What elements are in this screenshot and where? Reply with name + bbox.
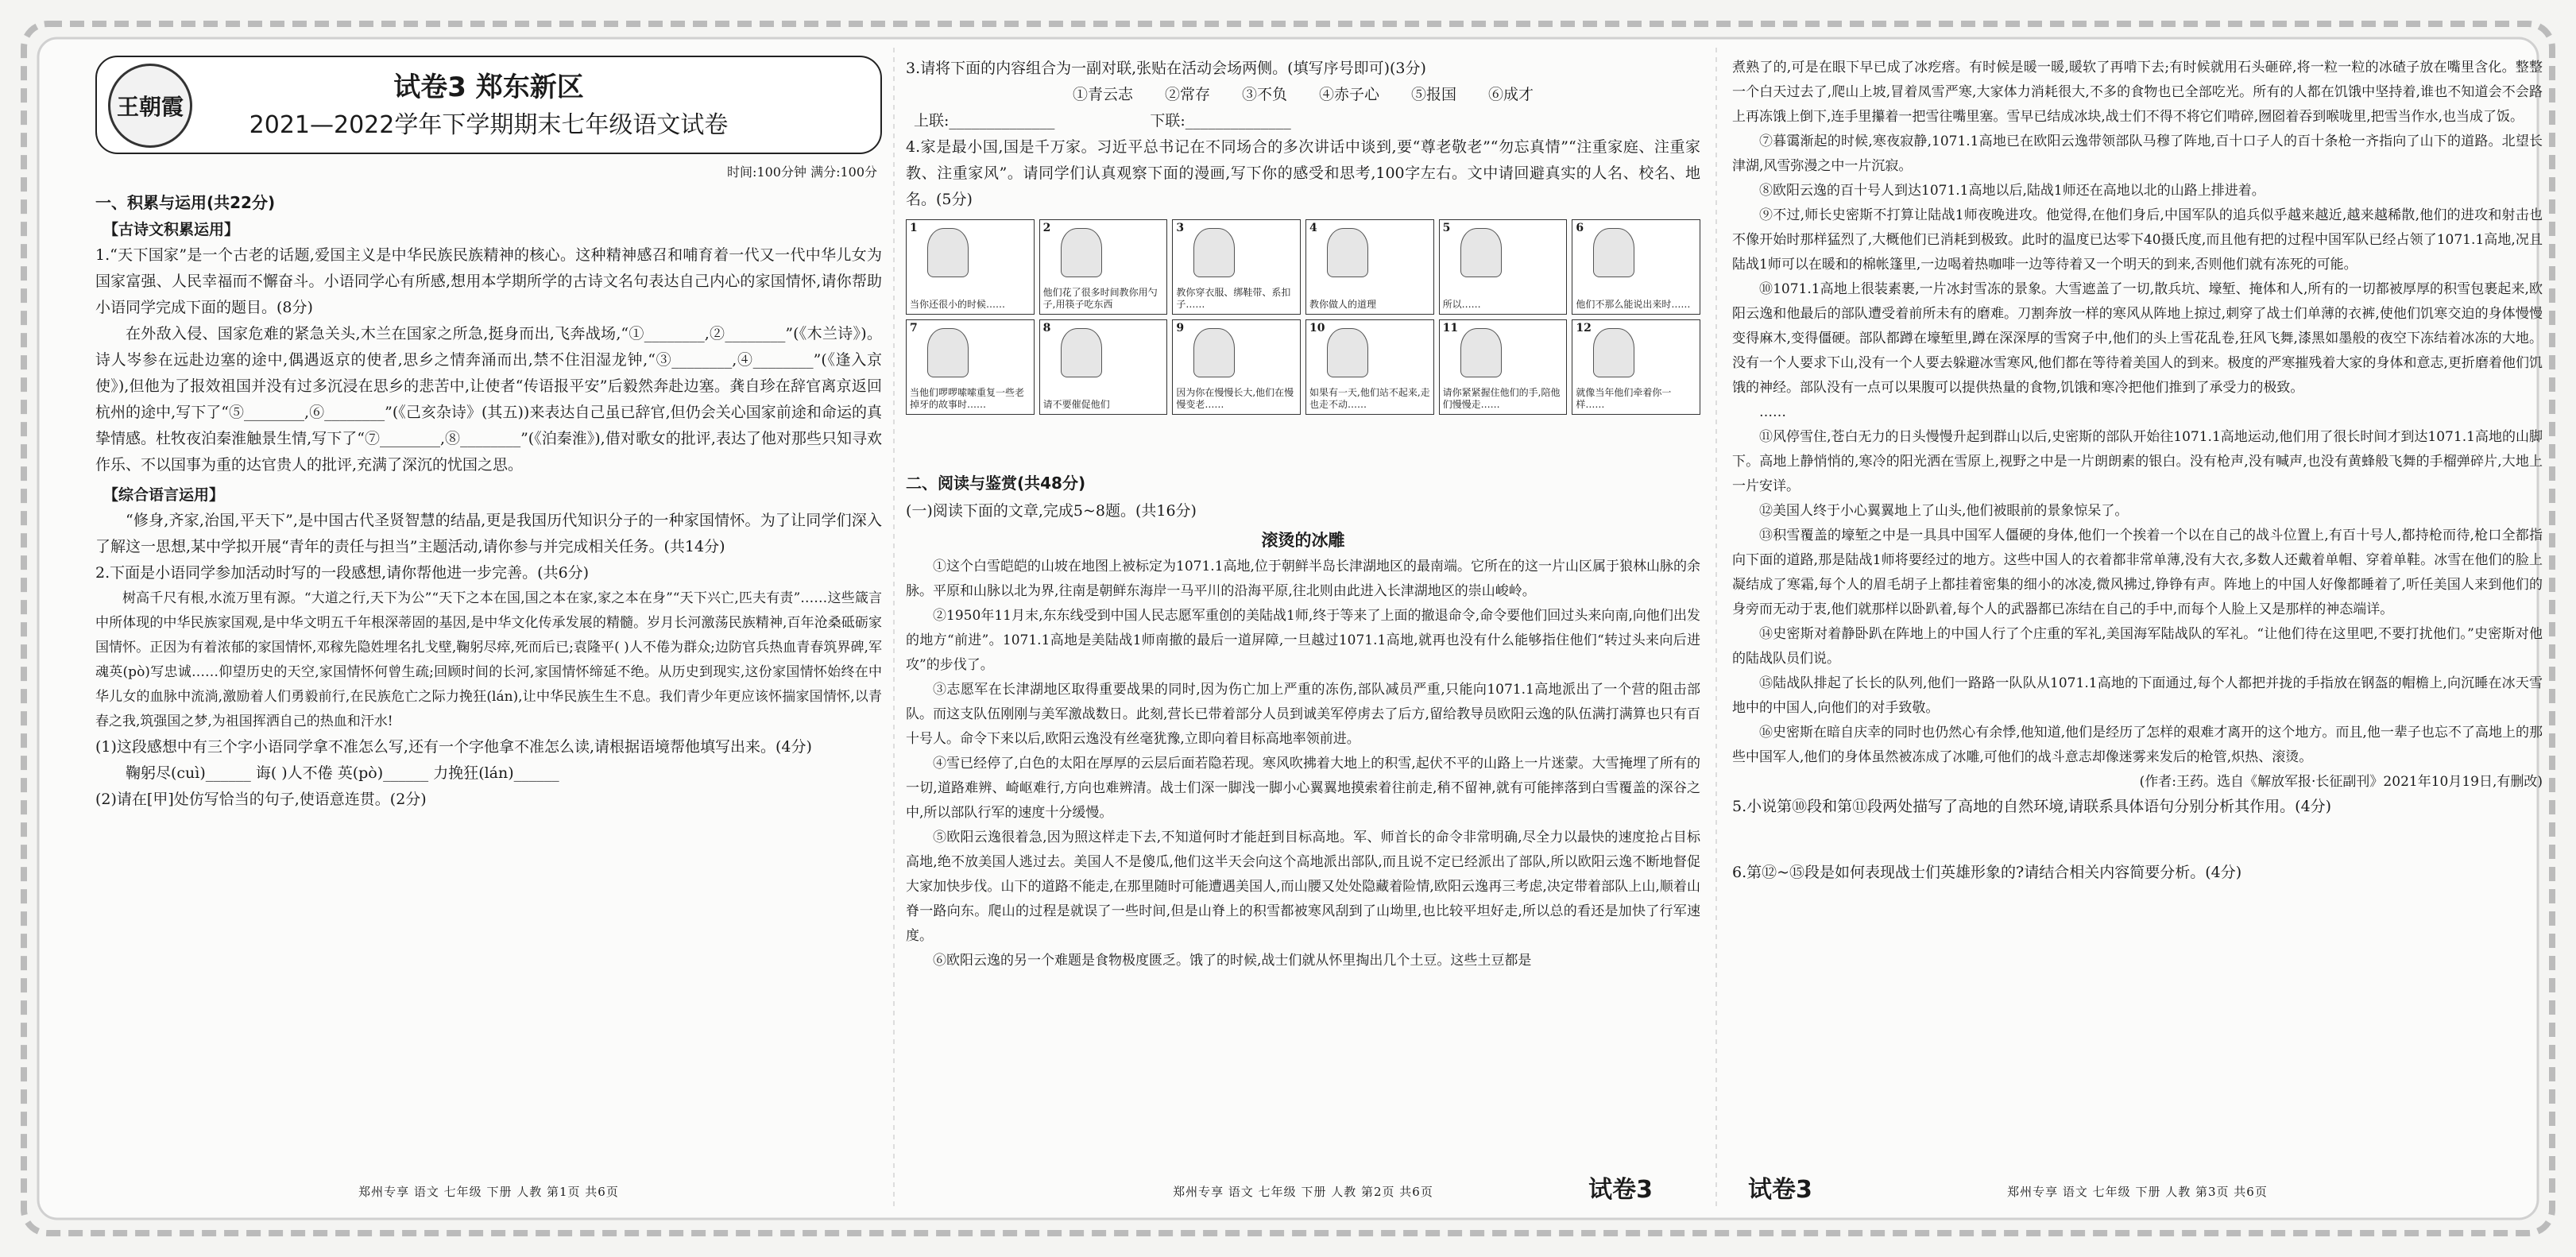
paragraph-16: ⑯史密斯在暗自庆幸的同时也仍然心有余悸,他知道,他们是经历了怎样的艰难才离开的这个地方。而且,他一辈子也忘不了高地上的那些中国军人,他们的身体虽然被冻成了冰雕,可他们的战斗意志却像迷雾来发后的枪管,炽热、滚烫。: [1732, 725, 2543, 765]
panel-caption: 当他们啰啰嗦嗦重复一些老掉牙的故事时……: [910, 387, 1025, 410]
paragraph-9: ⑨不过,师长史密斯不打算让陆战1师夜晚进攻。他觉得,在他们身后,中国军队的追兵似乎越来越近,越来越稀散,他们的进攻和射击也不像开始时那样猛烈了,大概他们已消耗到极致。此时的温度已达零下40摄氏度,而且他有把的过程中国军队已经占领了1071.1高地,况且陆战1师可以在暖和的棉帐篷里,一边喝着热咖啡一边等待着又一个明天的到来,否则他们就有冻死的可能。: [1732, 207, 2543, 273]
comic-panel: [1039, 219, 1168, 315]
panel-caption: 请你紧紧握住他们的手,陪他们慢慢走……: [1442, 387, 1561, 410]
paragraph-12: ⑫美国人终于小心翼翼地上了山头,他们被眼前的景象惊呆了。: [1759, 503, 2129, 519]
figure-icon: [1460, 228, 1502, 277]
comic-panel: [1572, 219, 1700, 315]
exam-header: [95, 56, 882, 154]
lower-line: 下联:______________: [1150, 112, 1291, 130]
panel-caption: 就像当年他们牵着你一样……: [1576, 387, 1672, 410]
panel-number: 1: [910, 222, 918, 234]
figure-icon: [1193, 228, 1235, 277]
couplet-options: [906, 82, 1700, 108]
panel-caption: 他们不那么能说出来时……: [1576, 299, 1691, 310]
exam-badge: 试卷3: [1748, 1176, 1812, 1204]
figure-icon: [1061, 328, 1102, 377]
panel-number: 9: [1176, 322, 1185, 335]
paragraph-13: ⑬积雪覆盖的壕堑之中是一具具中国军人僵硬的身体,他们一个挨着一个以在自己的战斗位置上,有百十号人,都持枪而待,枪口全都指向下面的道路,那是陆战1师将要经过的地方。这些中国人的衣着都非常单薄,没有大衣,多数人还戴着单帽、穿着单鞋。冰雪在他们的脸上凝结成了寒霜,每个人的眉毛胡子上都挂着密集的细小的冰凌,微风拂过,铮铮有声。阵地上的中国人好像都睡着了,听任美国人来到他们的身旁而无动于衷,他们就那样以卧趴着,每个人的武器都已冻结在自己的手中,而每个人脸上又是那样的神态端详。: [1732, 528, 2543, 617]
option: ⑤报国: [1411, 86, 1457, 103]
figure-icon: [1593, 328, 1634, 377]
comic-panel: [1439, 219, 1568, 315]
question-2-1-fill: 鞠躬尽(cuì)______ 诲( )人不倦 英(pò)______ 力挽狂(lán)______: [126, 764, 559, 782]
panel-number: 8: [1042, 322, 1051, 335]
comic-panel: [1439, 319, 1568, 415]
panel-caption: 因为你在慢慢长大,他们在慢慢变老……: [1176, 387, 1294, 410]
comic-panel: [1172, 319, 1301, 415]
comic-panel: [1305, 319, 1434, 415]
panel-caption: 所以……: [1442, 299, 1481, 310]
panel-number: 5: [1442, 222, 1451, 234]
question-2-1: (1)这段感想中有三个字小语同学拿不准怎么写,还有一个字他拿不准怎么读,请根据语境帮他填写出来。(4分): [95, 738, 812, 756]
paragraph-15: ⑮陆战队排起了长长的队列,他们一路路一队队从1071.1高地的下面通过,每个人都把并拢的手指放在钢盔的帽檐上,向沉睡在冰天雪地中的中国人,向他们的对手致敬。: [1732, 675, 2543, 716]
paragraph-2: ②1950年11月末,东东线受到中国人民志愿军重创的美陆战1师,终于等来了上面的撤退命令,命令要他们回过头来向南,向他们出发的地方“前进”。1071.1高地是美陆战1师南撤的最后一道屏障,一旦越过1071.1高地,就再也没有什么能够指住他们“转过头来向后进攻”的步伐了。: [906, 608, 1700, 673]
paragraph-10: ⑩1071.1高地上很装素裹,一片冰封雪冻的景象。大雪遮盖了一切,散兵坑、壕堑、掩体和人,所有的一切都被厚厚的积雪包裹起来,欧阳云逸和他最后的部队遭受着前所未有的磨难。刀割奔放一样的寒风从阵地上掠过,刺穿了战士们单薄的衣裤,使他们饥寒交迫的身体慢慢变得麻木,变得僵硬。部队都蹲在壕堑里,蹲在深深厚的雪窝子中,他们的头上雪花乱卷,狂风飞舞,漆黑如墨般的夜空下冻结着冰冻的大地。没有一个人要求下山,没有一个人要去躲避冰雪寒风,他们都在等待着美国人的到来。极度的严寒摧残着大家的身体和意志,更折磨着他们饥饿的神经。部队没有一点可以果腹可以提供热量的食物,饥饿和寒冷把他们推到了承受力的极致。: [1732, 281, 2543, 396]
exam-title: 试卷3 郑东新区: [393, 72, 584, 103]
sub-heading-language: 【综合语言运用】: [103, 486, 225, 504]
panel-number: 7: [910, 322, 918, 335]
page-3-footer: 郑州专享 语文 七年级 下册 人教 第3页 共6页: [2007, 1185, 2268, 1199]
comic-panel: [1039, 319, 1168, 415]
question-1: 1.“天下国家”是一个古老的话题,爱国主义是中华民族民族精神的核心。这种精神感召和哺育着一代又一代中华儿女为国家富强、人民幸福而不懈奋斗。小语同学心有所感,想用本学期所学的古诗文名句表达自己内心的家国情怀,请你帮助小语同学完成下面的题目。(8分): [95, 246, 882, 316]
page-3: [1732, 56, 2543, 1204]
option: ③不负: [1241, 86, 1287, 103]
panel-caption: 教你做人的道理: [1309, 299, 1377, 310]
option: ②常存: [1164, 86, 1210, 103]
exam-badge: 试卷3: [1588, 1176, 1653, 1204]
paragraph-1: ①这个白雪皑皑的山坡在地图上被标定为1071.1高地,位于朝鲜半岛长津湖地区的最南端。它所在的这一片山区属于狼林山脉的余脉。平原和山脉以北为界,往南是朝鲜东海岸一马平川的沿海平原,往北则由此进入长津湖地区的崇山峻岭。: [906, 559, 1700, 599]
question-2: 2.下面是小语同学参加活动时写的一段感想,请你帮他进一步完善。(共6分): [95, 564, 590, 582]
question-3: 3.请将下面的内容组合为一副对联,张贴在活动会场两侧。(填写序号即可)(3分): [906, 60, 1426, 77]
panel-number: 12: [1576, 322, 1592, 335]
section-1-heading: 一、积累与运用(共22分): [95, 193, 276, 212]
panel-number: 6: [1576, 222, 1584, 234]
figure-icon: [927, 328, 969, 377]
paragraph-7: ⑦暮霭渐起的时候,寒夜寂静,1071.1高地已在欧阳云逸带领部队马穆了阵地,百十口子人的百十条枪一齐指向了山下的道路。北望长津湖,风雪弥漫之中一片沉寂。: [1732, 133, 2543, 174]
panel-caption: 教你穿衣服、绑鞋带、系扣子……: [1176, 287, 1291, 310]
question-2-2: (2)请在[甲]处仿写恰当的句子,使语意连贯。(2分): [95, 791, 427, 808]
panel-number: 2: [1042, 222, 1051, 234]
figure-icon: [927, 228, 969, 277]
exam-subtitle: 2021—2022学年下学期期末七年级语文试卷: [249, 111, 729, 139]
panel-caption: 他们花了很多时间教你用勺子,用筷子吃东西: [1042, 287, 1158, 310]
figure-icon: [1460, 328, 1502, 377]
comic-panel: [1305, 219, 1434, 315]
panel-caption: 如果有一天,他们站不起来,走也走不动……: [1309, 387, 1430, 410]
source-credit: (作者:王药。选自《解放军报·长征副刊》2021年10月19日,有删改): [2139, 774, 2543, 790]
paragraph-4: ④雪已经停了,白色的太阳在厚厚的云层后面若隐若现。寒风吹拂着大地上的积雪,起伏不平的山路上一片迷蒙。大雪掩埋了所有的一切,道路难辨、崎岖难行,方向也难辨清。战士们深一脚浅一脚小心翼翼地摸索着往前走,稍不留神,就有可能摔落到白雪覆盖的深谷之中,所以部队行军的速度十分缓慢。: [906, 756, 1700, 821]
paragraph-14: ⑭史密斯对着静卧趴在阵地上的中国人行了个庄重的军礼,美国海军陆战队的军礼。“让他们待在这里吧,不要打扰他们。”史密斯对他的陆战队员们说。: [1732, 626, 2543, 667]
panel-caption: 请不要催促他们: [1042, 399, 1110, 410]
panel-caption: 当你还很小的时候……: [910, 299, 1006, 310]
couplet-blanks: [906, 108, 1700, 134]
question-1-body: 在外敌入侵、国家危难的紧急关头,木兰在国家之所急,挺身而出,飞奔战场,“①________,②________”(《木兰诗》)。诗人岑参在远赴边塞的途中,偶遇返京的使者,思乡之情奔涌而出,禁不住泪湿龙钟,“③________,④________”(《逢入京使》),但他为了报效祖国并没有过多沉浸在思乡的悲苦中,让使者“传语报平安”后毅然奔赴边塞。龚自珍在辞官离京返回杭州的途中,写下了“⑤________,⑥________”(《己亥杂诗》(其五))来表达自己虽已辞官,但仍会关心国家前途和命运的真挚情感。杜牧夜泊秦淮触景生情,写下了“⑦________,⑧________”(《泊秦淮》),借对歌女的批评,表达了他对那些只知寻欢作乐、不以国事为重的达官贵人的批评,充满了深沉的忧国之思。: [95, 325, 882, 474]
panel-number: 4: [1309, 222, 1317, 234]
ellipsis: ……: [1759, 404, 1786, 420]
comic-grid: [906, 219, 1700, 415]
paragraph-8: ⑧欧阳云逸的百十号人到达1071.1高地以后,陆战1师还在高地以北的山路上排进着。: [1759, 183, 2265, 199]
figure-icon: [1327, 328, 1368, 377]
figure-icon: [1327, 228, 1368, 277]
upper-line: 上联:______________: [914, 112, 1055, 130]
comprehensive-intro: “修身,齐家,治国,平天下”,是中国古代圣贤智慧的结晶,更是我国历代知识分子的一种家国情怀。为了让同学们深入了解这一思想,某中学拟开展“青年的责任与担当”主题活动,请你参与并完成相关任务。(共14分): [95, 512, 882, 555]
comic-panel: [906, 219, 1035, 315]
logo-text: 王朝霞: [116, 94, 184, 120]
option: ①青云志: [1072, 86, 1133, 103]
reading-intro: (一)阅读下面的文章,完成5~8题。(共16分): [906, 502, 1197, 520]
panel-number: 11: [1442, 322, 1459, 335]
comic-panel: [906, 319, 1035, 415]
paragraph-6: ⑥欧阳云逸的另一个难题是食物极度匮乏。饿了的时候,战士们就从怀里掏出几个土豆。这些土豆都是: [933, 953, 1532, 969]
page-1-footer: 郑州专享 语文 七年级 下册 人教 第1页 共6页: [358, 1185, 619, 1199]
section-2-heading: 二、阅读与鉴赏(共48分): [906, 474, 1086, 493]
figure-icon: [1193, 328, 1235, 377]
page-2: [906, 56, 1700, 1204]
option: ⑥成才: [1488, 86, 1534, 103]
option: ④赤子心: [1319, 86, 1380, 103]
sub-heading-poetry: 【古诗文积累运用】: [103, 221, 240, 238]
article-title: 滚烫的冰雕: [1261, 531, 1345, 550]
question-5: 5.小说第⑩段和第⑪段两处描写了高地的自然环境,请联系具体语句分别分析其作用。(4分): [1732, 798, 2332, 815]
page-1: [95, 56, 882, 1200]
paragraph-5: ⑤欧阳云逸很着急,因为照这样走下去,不知道何时才能赶到目标高地。军、师首长的命令非常明确,尽全力以最快的速度抢占目标高地,绝不放美国人逃过去。美国人不是傻瓜,他们这半天会向这个高地派出部队,而且说不定已经派出了部队,所以欧阳云逸不断地督促大家加快步伐。山下的道路不能走,在那里随时可能遭遇美国人,而山腰又处处隐藏着险情,欧阳云逸再三考虑,决定带着部队上山,顺着山脊一路向东。爬山的过程是就误了一些时间,但是山脊上的积雪都被寒风刮到了山坳里,也比较平坦好走,所以总的看还是加快了行军速度。: [906, 830, 1700, 944]
comic-panel: [1572, 319, 1700, 415]
paragraph-6-continued: 煮熟了的,可是在眼下早已成了冰疙瘩。有时候是暖一暖,暖软了再啃下去;有时候就用石头砸碎,将一粒一粒的冰碴子放在嘴里含化。整整一个白天过去了,爬山上坡,冒着凤雪严寒,大家体力消耗很大,不多的食物也已全部吃光。所有的人都在饥饿中坚持着,谁也不知道会不会路上再冻饿上倒下,连手里攥着一把雪往嘴里塞。雪早已结成冰块,战士们不得不将它们啃碎,囫囵着吞到喉咙里,把雪当作水,也当成了饭。: [1732, 60, 2543, 125]
exam-meta: 时间:100分钟 满分:100分: [727, 164, 877, 180]
panel-number: 3: [1176, 222, 1185, 234]
paragraph-11: ⑪风停雪住,苍白无力的日头慢慢升起到群山以后,史密斯的部队开始往1071.1高地运动,他们用了很长时间才到达1071.1高地的山脚下。高地上静悄悄的,寒冷的阳光洒在雪原上,视野之中是一片朗朗素的银白。没有枪声,没有喊声,也没有黄蜂般飞舞的手榴弹碎片,大地上一片安详。: [1732, 429, 2543, 494]
figure-icon: [1593, 228, 1634, 277]
question-6: 6.第⑫~⑮段是如何表现战士们英雄形象的?请结合相关内容简要分析。(4分): [1732, 864, 2242, 881]
question-4: 4.家是最小国,国是千万家。习近平总书记在不同场合的多次讲话中谈到,要“尊老敬老”“勿忘真情”“注重家庭、注重家教、注重家风”。请同学们认真观察下面的漫画,写下你的感受和思考,100字左右。文中请回避真实的人名、校名、地名。(5分): [906, 138, 1700, 208]
paragraph-3: ③志愿军在长津湖地区取得重要战果的同时,因为伤亡加上严重的冻伤,部队减员严重,只能向1071.1高地派出了一个营的阻击部队。而这支队伍刚刚与美军激战数日。此刻,营长已带着部分人员到诚美军停虏去了后方,留给教导员欧阳云逸的队伍满打满算也只有百十号人。命令下来以后,欧阳云逸没有丝毫犹豫,立即向着目标高地率领前进。: [906, 682, 1700, 747]
question-2-body: 树高千尺有根,水流万里有源。“大道之行,天下为公”“天下之本在国,国之本在家,家之本在身”“天下兴亡,匹夫有责”……这些箴言中所体现的中华民族家国观,是中华文明五千年根深蒂固的基因,是中华文化传承发展的精髓。岁月长河激荡民族精神,百年沧桑砥砺家国情怀。正因为有着浓郁的家国情怀,邓稼先隐姓埋名扎戈壁,鞠躬尽瘁,死而后已;袁隆平( )人不倦为群众;边防官兵热血青春筑界碑,军魂英(pò)写忠诚……仰望历史的天空,家国情怀何曾生疏;回顾时间的长河,家国情怀缔延不绝。从历史到现实,这份家国情怀始终在中华儿女的血脉中流淌,激励着人们勇毅前行,在民族危亡之际力挽狂(lán),让中华民族生生不息。我们青少年更应该怀揣家国情怀,以青春之我,筑强国之梦,为祖国挥洒自己的热血和汗水!: [95, 590, 882, 729]
comic-panel: [1172, 219, 1301, 315]
figure-icon: [1061, 228, 1102, 277]
panel-number: 10: [1309, 322, 1325, 335]
page-2-footer: 郑州专享 语文 七年级 下册 人教 第2页 共6页: [1173, 1185, 1433, 1199]
